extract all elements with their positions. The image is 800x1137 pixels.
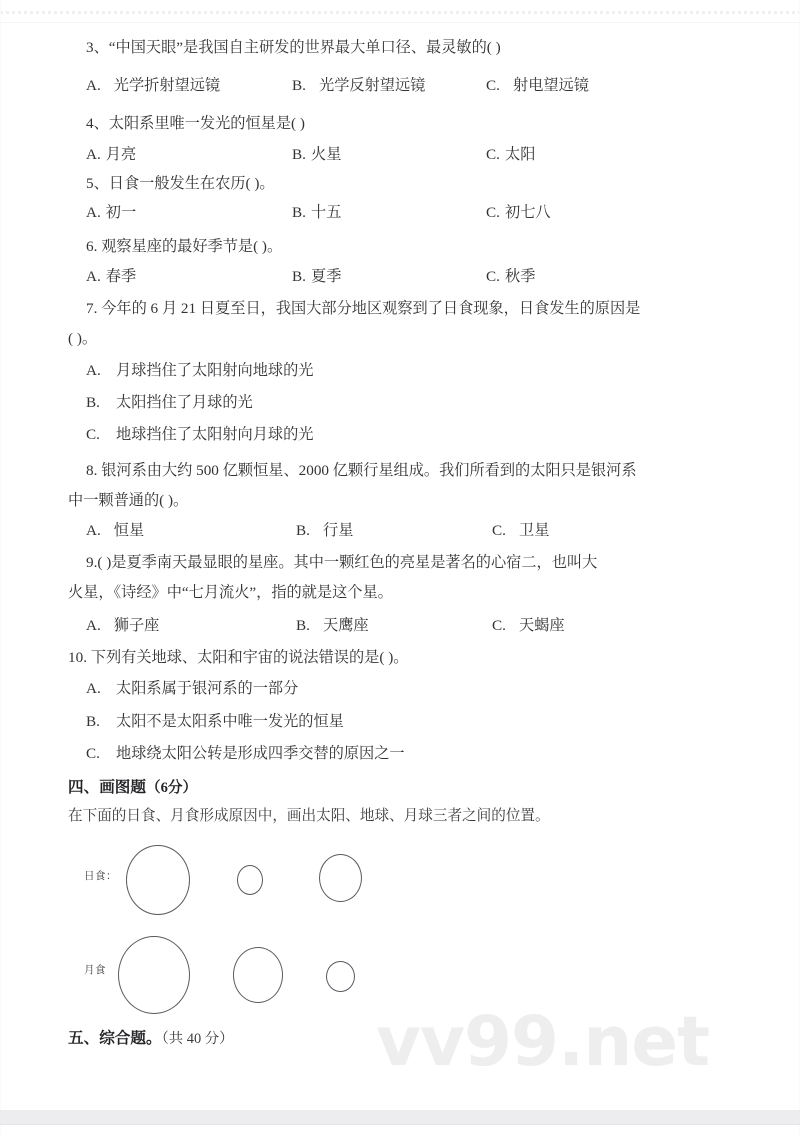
scan-top-dotted-artifact: [0, 11, 800, 14]
option-mark: B.: [86, 713, 100, 730]
section-drawing-instruction: 在下面的日食、月食形成原因中，画出太阳、地球、月球三者之间的位置。: [68, 808, 550, 824]
option-text: 射电望远镜: [513, 77, 589, 94]
question-8-option-a[interactable]: [86, 523, 144, 538]
question-4-option-a[interactable]: [86, 147, 136, 162]
question-5-stem: 5、日食一般发生在农历( )。: [86, 175, 275, 192]
question-7-stem-line2: ( )。: [68, 330, 98, 347]
option-text: 地球绕太阳公转是形成四季交替的原因之一: [116, 745, 405, 762]
question-7-option-c[interactable]: [86, 427, 313, 442]
option-text: 卫星: [519, 522, 550, 539]
option-text: 夏季: [311, 268, 342, 285]
question-9-stem-line1: 9.( )是夏季南天最显眼的星座。其中一颗红色的亮星是著名的心宿二，也叫大: [86, 554, 598, 571]
question-8-option-b[interactable]: [296, 523, 353, 538]
option-mark: A.: [86, 146, 101, 163]
question-7-option-a[interactable]: [86, 363, 313, 378]
question-10-stem: 10. 下列有关地球、太阳和宇宙的说法错误的是( )。: [68, 649, 409, 666]
scan-bottom-band: [0, 1110, 800, 1124]
option-mark: B.: [292, 268, 306, 285]
solar-eclipse-circle-small[interactable]: [237, 865, 263, 895]
option-text: 月亮: [105, 146, 137, 163]
option-text: 月球挡住了太阳射向地球的光: [116, 362, 314, 379]
section-comprehensive-points: （共 40 分）: [161, 1031, 234, 1047]
question-5-option-b[interactable]: [292, 205, 341, 220]
option-mark: B.: [292, 77, 306, 94]
option-text: 天鹰座: [323, 617, 369, 634]
question-6-stem: 6. 观察星座的最好季节是( )。: [86, 238, 283, 255]
option-text: 初七八: [505, 204, 551, 221]
option-text: 太阳: [505, 146, 536, 163]
question-3-option-c[interactable]: [486, 78, 589, 93]
question-3-option-a[interactable]: [86, 78, 220, 93]
question-4-option-b[interactable]: [292, 147, 341, 162]
lunar-eclipse-circle-small[interactable]: [326, 961, 355, 992]
option-text: 火星: [311, 146, 342, 163]
site-watermark: vv99.net: [376, 1002, 710, 1082]
option-text: 地球挡住了太阳射向月球的光: [116, 426, 314, 443]
drawing-row-label-solar-eclipse: 日食：: [84, 871, 117, 882]
solar-eclipse-circle-large[interactable]: [126, 845, 190, 915]
question-3-option-b[interactable]: [292, 78, 425, 93]
option-mark: A.: [86, 362, 101, 379]
question-9-option-c[interactable]: [492, 618, 565, 633]
option-mark: B.: [292, 204, 306, 221]
question-9-option-a[interactable]: [86, 618, 159, 633]
scan-bottom-hairline: [0, 1124, 800, 1125]
question-5-option-a[interactable]: [86, 205, 136, 220]
option-text: 太阳挡住了月球的光: [116, 394, 253, 411]
section-comprehensive-title: [68, 1031, 234, 1047]
option-mark: C.: [486, 77, 500, 94]
question-8-stem-line2: 中一颗普通的( )。: [68, 492, 189, 509]
option-text: 天蝎座: [519, 617, 565, 634]
option-mark: C.: [486, 204, 500, 221]
option-text: 恒星: [113, 522, 145, 539]
question-8-stem-line1: 8. 银河系由大约 500 亿颗恒星、2000 亿颗行星组成。我们所看到的太阳只是银河系: [86, 462, 637, 479]
lunar-eclipse-circle-large[interactable]: [118, 936, 190, 1014]
option-mark: A.: [86, 680, 101, 697]
question-8-option-c[interactable]: [492, 523, 549, 538]
option-text: 行星: [323, 522, 354, 539]
option-mark: B.: [292, 146, 306, 163]
question-5-option-c[interactable]: [486, 205, 551, 220]
option-mark: C.: [486, 268, 500, 285]
option-text: 秋季: [505, 268, 536, 285]
option-mark: C.: [86, 745, 100, 762]
option-mark: C.: [492, 617, 506, 634]
section-drawing-title-text: 四、画图题: [68, 778, 146, 796]
question-4-option-c[interactable]: [486, 147, 535, 162]
option-mark: A.: [86, 77, 101, 94]
option-text: 狮子座: [113, 617, 160, 634]
question-10-option-b[interactable]: [86, 714, 344, 729]
option-mark: A.: [86, 522, 101, 539]
option-text: 初一: [105, 204, 137, 221]
option-text: 太阳不是太阳系中唯一发光的恒星: [116, 713, 344, 730]
question-6-option-a[interactable]: [86, 269, 136, 284]
option-text: 春季: [105, 268, 137, 285]
scan-top-hairline: [0, 22, 800, 23]
option-text: 光学反射望远镜: [319, 77, 426, 94]
section-comprehensive-title-text: 五、综合题。: [68, 1029, 162, 1047]
option-text: 太阳系属于银河系的一部分: [116, 680, 299, 697]
question-7-option-b[interactable]: [86, 395, 253, 410]
question-7-stem-line1: 7. 今年的 6 月 21 日夏至日，我国大部分地区观察到了日食现象，日食发生的原因是: [86, 300, 641, 317]
option-text: 十五: [311, 204, 342, 221]
question-6-option-b[interactable]: [292, 269, 341, 284]
option-text: 光学折射望远镜: [113, 77, 221, 94]
solar-eclipse-circle-medium[interactable]: [319, 854, 362, 902]
option-mark: A.: [86, 204, 101, 221]
section-drawing-title: [68, 780, 197, 796]
option-mark: B.: [296, 522, 310, 539]
option-mark: C.: [86, 426, 100, 443]
question-9-option-b[interactable]: [296, 618, 369, 633]
option-mark: B.: [296, 617, 310, 634]
question-9-stem-line2: 火星，《诗经》中“七月流火”，指的就是这个星。: [68, 584, 393, 601]
option-mark: A.: [86, 268, 101, 285]
option-mark: A.: [86, 617, 101, 634]
section-drawing-points: （6分）: [145, 780, 198, 796]
lunar-eclipse-circle-medium[interactable]: [233, 947, 283, 1003]
drawing-answer-area: [0, 840, 800, 1010]
question-6-option-c[interactable]: [486, 269, 535, 284]
drawing-row-label-lunar-eclipse: 月食: [84, 965, 106, 976]
option-mark: C.: [492, 522, 506, 539]
question-10-option-c[interactable]: [86, 746, 405, 761]
option-mark: B.: [86, 394, 100, 411]
question-3-stem: 3、“中国天眼”是我国自主研发的世界最大单口径、最灵敏的( ): [86, 39, 501, 56]
question-4-stem: 4、太阳系里唯一发光的恒星是( ): [86, 115, 305, 132]
question-10-option-a[interactable]: [86, 681, 298, 696]
option-mark: C.: [486, 146, 500, 163]
